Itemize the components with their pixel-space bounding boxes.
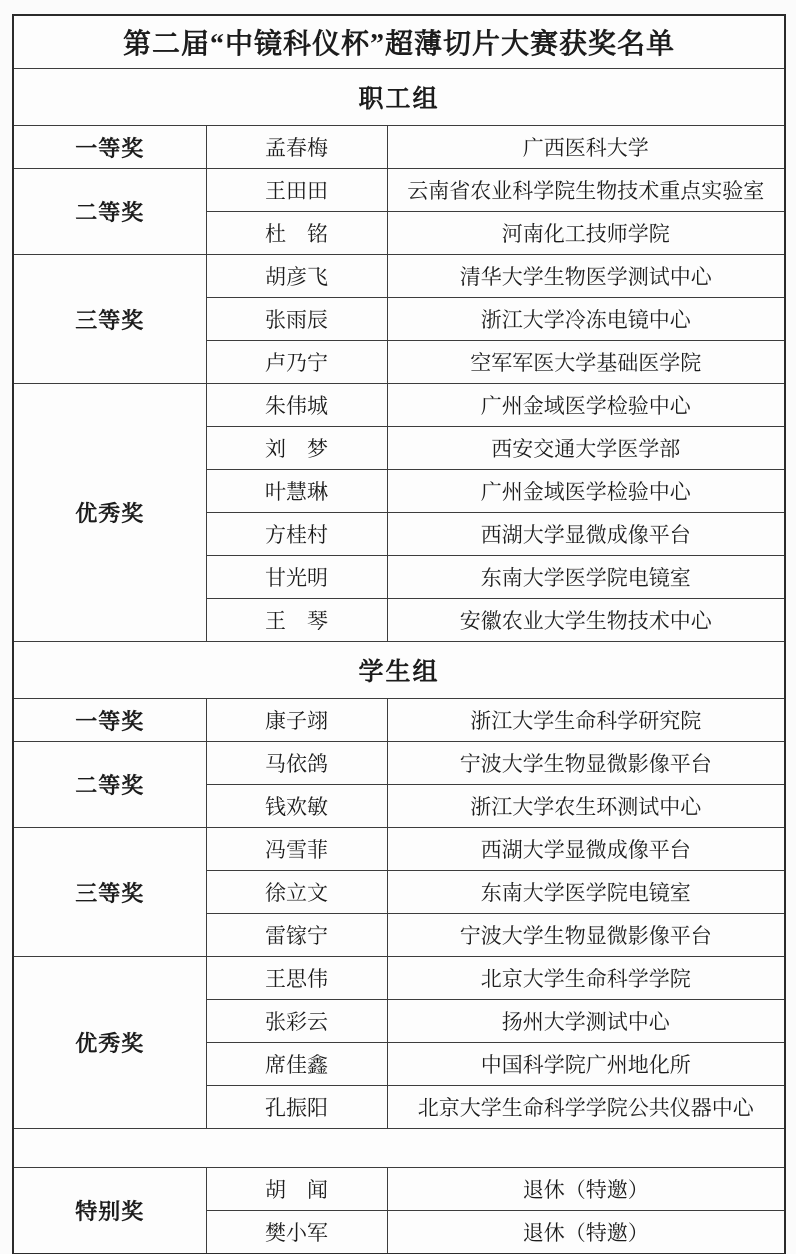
award-label: 三等奖 [13,828,206,957]
winner-institution: 西安交通大学医学部 [387,427,785,470]
winner-name: 孔振阳 [206,1086,387,1129]
winner-institution: 退休（特邀） [387,1211,785,1254]
winner-institution: 河南化工技师学院 [387,212,785,255]
award-label: 二等奖 [13,169,206,255]
winner-name: 卢乃宁 [206,341,387,384]
winner-institution: 西湖大学显微成像平台 [387,828,785,871]
winner-institution: 宁波大学生物显微影像平台 [387,742,785,785]
winner-name: 张雨辰 [206,298,387,341]
winner-row [13,169,785,212]
award-label: 三等奖 [13,255,206,384]
spacer-row [13,1129,785,1168]
winner-row [13,384,785,427]
winner-name: 孟春梅 [206,126,387,169]
winner-institution: 清华大学生物医学测试中心 [387,255,785,298]
winner-institution: 西湖大学显微成像平台 [387,513,785,556]
winner-row [13,699,785,742]
winner-institution: 广州金域医学检验中心 [387,384,785,427]
winner-name: 徐立文 [206,871,387,914]
winner-institution: 宁波大学生物显微影像平台 [387,914,785,957]
winner-name: 王思伟 [206,957,387,1000]
section-header: 学生组 [13,642,785,699]
winner-name: 叶慧琳 [206,470,387,513]
winner-name: 甘光明 [206,556,387,599]
winner-name: 胡 闻 [206,1168,387,1211]
winner-institution: 广西医科大学 [387,126,785,169]
winner-institution: 浙江大学冷冻电镜中心 [387,298,785,341]
winner-institution: 东南大学医学院电镜室 [387,871,785,914]
award-label: 二等奖 [13,742,206,828]
winner-name: 朱伟城 [206,384,387,427]
winner-institution: 浙江大学农生环测试中心 [387,785,785,828]
winner-name: 张彩云 [206,1000,387,1043]
table-title: 第二届“中镜科仪杯”超薄切片大赛获奖名单 [13,15,785,69]
award-label: 优秀奖 [13,957,206,1129]
section-header-row [13,69,785,126]
awards-table [12,14,786,1254]
winner-name: 胡彦飞 [206,255,387,298]
winner-institution: 浙江大学生命科学研究院 [387,699,785,742]
winner-institution: 广州金域医学检验中心 [387,470,785,513]
winner-institution: 云南省农业科学院生物技术重点实验室 [387,169,785,212]
spacer-cell [13,1129,785,1168]
winner-row [13,828,785,871]
winner-row [13,126,785,169]
winner-institution: 空军军医大学基础医学院 [387,341,785,384]
awards-table-body [13,15,785,1254]
winner-row [13,742,785,785]
winner-row [13,255,785,298]
winner-institution: 北京大学生命科学学院 [387,957,785,1000]
section-header: 职工组 [13,69,785,126]
winner-name: 雷镓宁 [206,914,387,957]
award-label: 特别奖 [13,1168,206,1254]
winner-name: 钱欢敏 [206,785,387,828]
winner-row [13,957,785,1000]
winner-name: 杜 铭 [206,212,387,255]
winner-name: 方桂村 [206,513,387,556]
award-label: 一等奖 [13,126,206,169]
winner-institution: 东南大学医学院电镜室 [387,556,785,599]
winner-name: 康子翊 [206,699,387,742]
award-label: 一等奖 [13,699,206,742]
winner-institution: 北京大学生命科学学院公共仪器中心 [387,1086,785,1129]
winner-name: 樊小军 [206,1211,387,1254]
winner-institution: 中国科学院广州地化所 [387,1043,785,1086]
winner-institution: 退休（特邀） [387,1168,785,1211]
title-row [13,15,785,69]
section-header-row [13,642,785,699]
winner-institution: 安徽农业大学生物技术中心 [387,599,785,642]
winner-name: 席佳鑫 [206,1043,387,1086]
award-label: 优秀奖 [13,384,206,642]
winner-name: 刘 梦 [206,427,387,470]
winner-institution: 扬州大学测试中心 [387,1000,785,1043]
winner-name: 王 琴 [206,599,387,642]
winner-name: 冯雪菲 [206,828,387,871]
winner-row [13,1168,785,1211]
winner-name: 马依鸽 [206,742,387,785]
winner-name: 王田田 [206,169,387,212]
